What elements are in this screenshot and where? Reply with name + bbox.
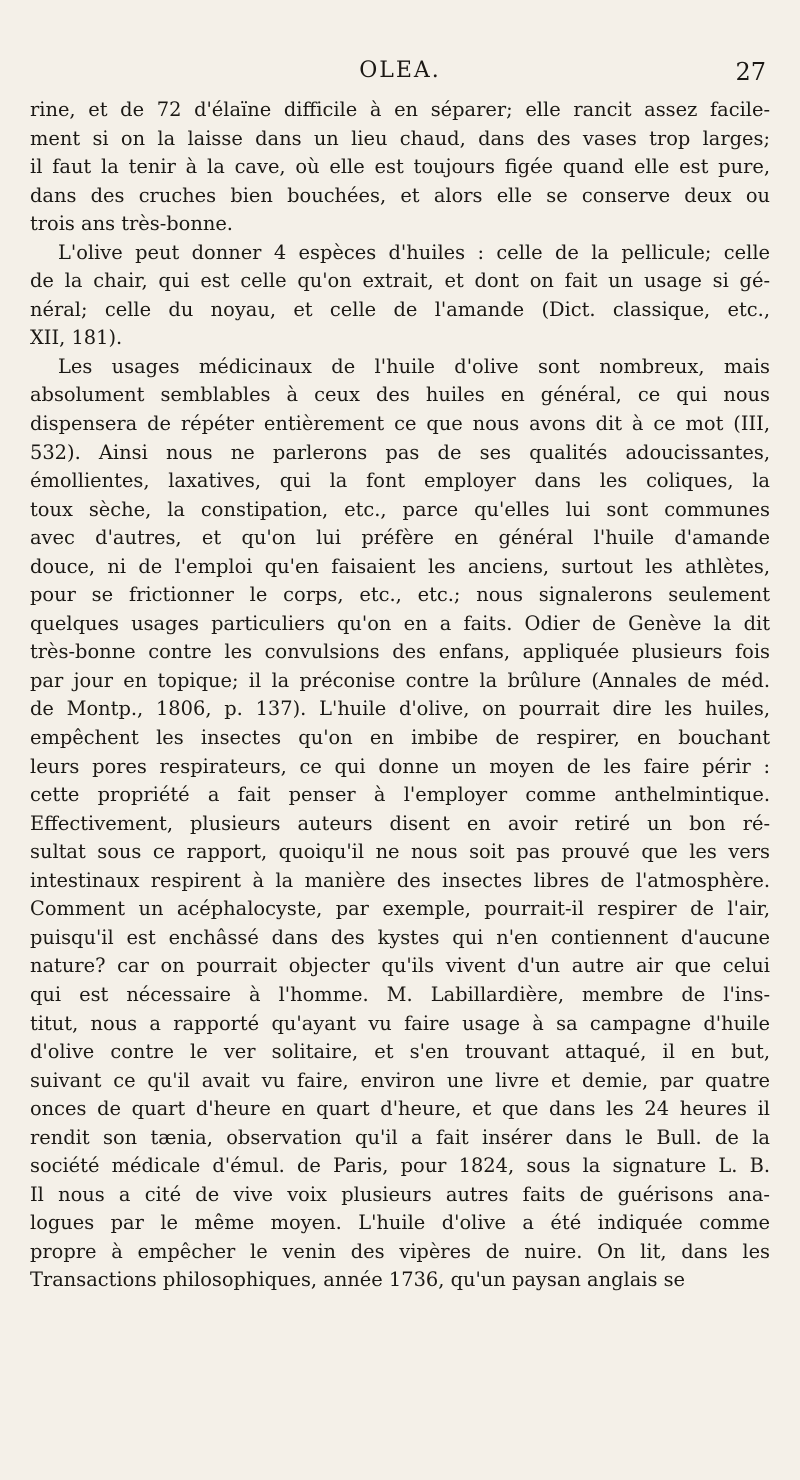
text-line: il faut la tenir à la cave, où elle est toujours figée quand elle est pure, bbox=[30, 155, 770, 179]
text-line: trois ans très-bonne. bbox=[30, 212, 233, 236]
text-line: néral; celle du noyau, et celle de l'amande (Dict. classique, etc., bbox=[30, 297, 770, 321]
text-line: 532). Ainsi nous ne parlerons pas de ses qualités adoucissantes, bbox=[30, 440, 770, 464]
text-line: leurs pores respirateurs, ce qui donne un moyen de les faire périr : bbox=[30, 754, 770, 778]
text-line: Effectivement, plusieurs auteurs disent en avoir retiré un bon ré- bbox=[30, 811, 770, 835]
text-line: qui est nécessaire à l'homme. M. Labillardière, membre de l'ins- bbox=[30, 982, 770, 1006]
text-line: XII, 181). bbox=[30, 326, 123, 350]
text-line: intestinaux respirent à la manière des insectes libres de l'atmosphère. bbox=[30, 868, 770, 892]
text-line: rine, et de 72 d'élaïne difficile à en séparer; elle rancit assez facile- bbox=[30, 98, 770, 121]
text-line: quelques usages particuliers qu'on en a faits. Odier de Genève la dit bbox=[30, 611, 770, 635]
text-line: absolument semblables à ceux des huiles en général, ce qui nous bbox=[30, 383, 770, 407]
text-line: douce, ni de l'emploi qu'en faisaient les anciens, surtout les athlètes, bbox=[30, 554, 770, 578]
text-line: très-bonne contre les convulsions des enfans, appliquée plusieurs fois bbox=[30, 640, 770, 664]
text-line: de Montp., 1806, p. 137). L'huile d'olive, on pourrait dire les huiles, bbox=[30, 697, 770, 721]
text-line: puisqu'il est enchâssé dans des kystes qui n'en contiennent d'aucune bbox=[30, 925, 770, 949]
text-line: suivant ce qu'il avait vu faire, environ une livre et demie, par quatre bbox=[30, 1068, 770, 1092]
text-line: de la chair, qui est celle qu'on extrait, et dont on fait un usage si gé- bbox=[30, 269, 770, 293]
text-line: logues par le même moyen. L'huile d'olive a été indiquée comme bbox=[30, 1211, 770, 1235]
text-line: Transactions philosophiques, année 1736, qu'un paysan anglais se bbox=[30, 1268, 686, 1292]
text-line: par jour en topique; il la préconise contre la brûlure (Annales de méd. bbox=[30, 668, 770, 692]
text-line: sultat sous ce rapport, quoiqu'il ne nous soit pas prouvé que les vers bbox=[30, 840, 770, 864]
text-line: toux sèche, la constipation, etc., parce qu'elles lui sont communes bbox=[30, 497, 770, 521]
page-header bbox=[30, 58, 770, 98]
text-line: onces de quart d'heure en quart d'heure, et que dans les 24 heures il bbox=[30, 1097, 770, 1121]
text-line: ment si on la laisse dans un lieu chaud, dans des vases trop larges; bbox=[30, 126, 770, 150]
text-line: empêchent les insectes qu'on en imbibe de respirer, en bouchant bbox=[30, 726, 770, 750]
page-number: 27 bbox=[735, 58, 766, 86]
text-line: Comment un acéphalocyste, par exemple, pourrait-il respirer de l'air, bbox=[30, 897, 770, 921]
text-line: Il nous a cité de vive voix plusieurs autres faits de guérisons ana- bbox=[30, 1182, 770, 1206]
text-line: nature? car on pourrait objecter qu'ils vivent d'un autre air que celui bbox=[30, 954, 770, 978]
body-text bbox=[30, 96, 770, 1295]
text-line: cette propriété a fait penser à l'employer comme anthelmintique. bbox=[30, 783, 770, 807]
text-line: société médicale d'émul. de Paris, pour 1824, sous la signature L. B. bbox=[30, 1154, 770, 1178]
text-line: Les usages médicinaux de l'huile d'olive sont nombreux, mais bbox=[58, 354, 770, 378]
text-line: propre à empêcher le venin des vipères de nuire. On lit, dans les bbox=[30, 1239, 770, 1263]
text-line: dispensera de répéter entièrement ce que nous avons dit à ce mot (III, bbox=[30, 412, 770, 436]
text-line: émollientes, laxatives, qui la font employer dans les coliques, la bbox=[30, 469, 770, 493]
text-line: avec d'autres, et qu'on lui préfère en général l'huile d'amande bbox=[30, 526, 770, 550]
text-line: d'olive contre le ver solitaire, et s'en trouvant attaqué, il en but, bbox=[30, 1040, 770, 1064]
running-title: OLEA. bbox=[359, 58, 441, 83]
text-line: L'olive peut donner 4 espèces d'huiles : celle de la pellicule; celle bbox=[58, 240, 770, 264]
text-line: rendit son tænia, observation qu'il a fait insérer dans le Bull. de la bbox=[30, 1125, 770, 1149]
text-line: dans des cruches bien bouchées, et alors elle se conserve deux ou bbox=[30, 183, 770, 207]
text-line: titut, nous a rapporté qu'ayant vu faire usage à sa campagne d'huile bbox=[30, 1011, 770, 1035]
text-line: pour se frictionner le corps, etc., etc.; nous signalerons seulement bbox=[30, 583, 770, 607]
